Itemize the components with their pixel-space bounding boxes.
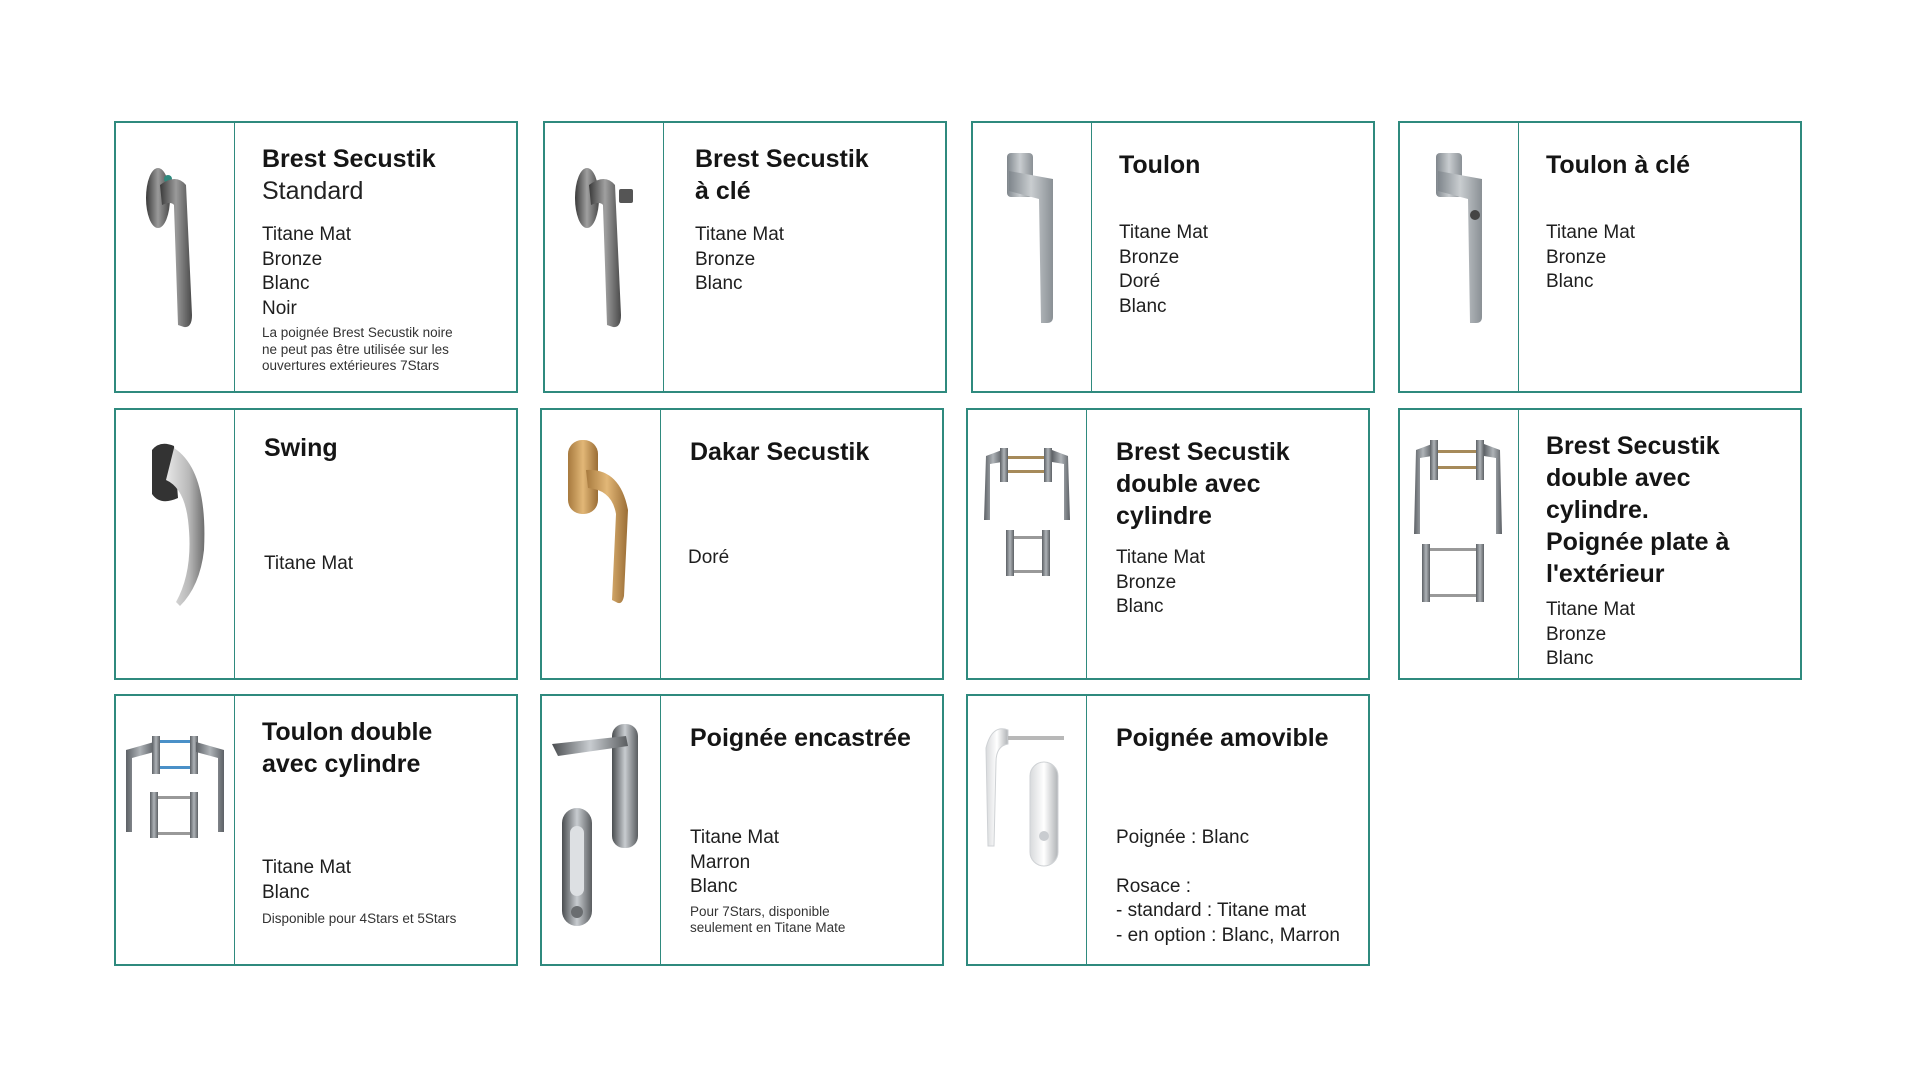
finish-item: Blanc [1116, 596, 1164, 617]
product-image-cell [973, 123, 1092, 391]
finish-list [1119, 221, 1365, 319]
product-card-brest-secustik-a-cle [543, 121, 947, 393]
product-title-line: Brest Secustik [1546, 432, 1720, 460]
product-title-line: Toulon double [262, 718, 433, 746]
spacer [1116, 851, 1360, 875]
finish-item: Blanc [695, 273, 743, 294]
finish-item: Bronze [1546, 623, 1607, 645]
removable-handle-icon [968, 696, 1086, 964]
double-handle-icon [116, 696, 234, 964]
product-card-poignee-encastree [540, 694, 944, 966]
finish-item: Bronze [695, 248, 756, 270]
finish-item: Titane Mat [1546, 222, 1636, 243]
gold-handle-icon [542, 410, 660, 678]
product-image-cell [116, 123, 235, 391]
finish-item: Titane Mat [1546, 599, 1636, 620]
product-card-brest-secustik-standard [114, 121, 518, 393]
product-title: Dakar Secustik [690, 438, 870, 466]
product-title: Poignée encastrée [690, 724, 911, 752]
product-info [695, 143, 937, 297]
product-image-cell [542, 696, 661, 964]
double-handle-icon [968, 410, 1086, 678]
finish-item: Bronze [1119, 246, 1180, 268]
product-info [1116, 436, 1360, 620]
product-image-cell [1400, 410, 1519, 678]
finish-item: Titane Mat [690, 827, 780, 848]
finish-item: Blanc [1546, 271, 1594, 292]
finish-item: Titane Mat [262, 224, 352, 245]
product-title-line: avec cylindre [262, 750, 421, 778]
finish-item: Doré [688, 547, 730, 568]
product-info [264, 432, 508, 577]
product-card-brest-secustik-double-cylindre-plate [1398, 408, 1802, 680]
finish-item: Titane Mat [695, 224, 785, 245]
product-info [262, 143, 508, 375]
finish-list [695, 223, 937, 297]
product-note: La poignée Brest Secustik noire ne peut pas être utilisée sur les ouvertures extérieures 7Stars [262, 325, 453, 373]
product-card-toulon-a-cle [1398, 121, 1802, 393]
product-card-poignee-amovible [966, 694, 1370, 966]
finish-item: Titane Mat [1119, 222, 1209, 243]
finish-list [262, 223, 508, 321]
product-title-line: Brest Secustik [695, 145, 869, 173]
product-title: Swing [264, 434, 338, 462]
product-title: Brest Secustik [262, 145, 436, 173]
product-title-line: cylindre [1116, 502, 1212, 530]
finish-item: Titane Mat [262, 857, 352, 878]
product-title-line: Poignée plate à [1546, 528, 1730, 556]
product-title-line: à clé [695, 177, 751, 205]
finish-item: Blanc [690, 876, 738, 897]
finish-list [264, 552, 508, 577]
product-image-cell [545, 123, 664, 391]
finish-list [1116, 546, 1360, 620]
finish-item: Bronze [262, 248, 323, 270]
product-card-toulon [971, 121, 1375, 393]
window-handle-key-icon [545, 123, 663, 391]
product-info [690, 722, 934, 937]
window-handle-key-icon [1400, 123, 1518, 391]
product-info [1546, 149, 1792, 295]
finish-list [1546, 221, 1792, 295]
product-image-cell [116, 410, 235, 678]
finish-item: Blanc [1119, 295, 1167, 317]
double-handle-flat-icon [1400, 410, 1518, 678]
product-title-line: double avec cylindre. [1546, 464, 1691, 524]
product-title-line: l'extérieur [1546, 560, 1665, 588]
swing-handle-icon [116, 410, 234, 678]
product-title-line: double avec [1116, 470, 1261, 498]
product-title: Poignée amovible [1116, 724, 1329, 752]
handle-finish: Poignée : Blanc [1116, 827, 1250, 848]
product-image-cell [1400, 123, 1519, 391]
finish-item: Blanc [262, 881, 310, 903]
product-subtitle: Standard [262, 177, 364, 205]
finish-item: Noir [262, 297, 297, 319]
product-info [1119, 149, 1365, 319]
product-note: Pour 7Stars, disponible seulement en Titane Mate [690, 903, 846, 935]
product-card-swing [114, 408, 518, 680]
window-handle-icon [116, 123, 234, 391]
product-image-cell [116, 696, 235, 964]
finish-item: Bronze [1546, 246, 1607, 268]
rosace-option: - standard : Titane mat [1116, 900, 1307, 921]
rosace-label: Rosace : [1116, 875, 1191, 897]
finish-list [1546, 598, 1800, 672]
finish-item: Bronze [1116, 571, 1177, 593]
product-title-line: Brest Secustik [1116, 438, 1290, 466]
finish-item: Blanc [262, 273, 310, 294]
product-info [1546, 430, 1800, 672]
product-note: Disponible pour 4Stars et 5Stars [262, 911, 457, 926]
finish-item: Marron [690, 851, 751, 873]
product-card-toulon-double-cylindre [114, 694, 518, 966]
product-image-cell [968, 696, 1087, 964]
finish-list [690, 826, 934, 900]
finish-list [262, 856, 508, 905]
product-info [690, 436, 934, 571]
rosace-option: - en option : Blanc, Marron [1116, 924, 1340, 946]
product-info [262, 716, 508, 928]
product-info [1116, 722, 1360, 948]
product-card-brest-secustik-double-cylindre [966, 408, 1370, 680]
product-title: Toulon à clé [1546, 151, 1690, 179]
recessed-handle-icon [542, 696, 660, 964]
product-card-dakar-secustik [540, 408, 944, 680]
product-image-cell [542, 410, 661, 678]
window-handle-icon [973, 123, 1091, 391]
product-image-cell [968, 410, 1087, 678]
product-title: Toulon [1119, 151, 1201, 179]
finish-item: Blanc [1546, 648, 1594, 669]
finish-item: Doré [1119, 271, 1161, 292]
finish-item: Titane Mat [264, 553, 354, 574]
finish-item: Titane Mat [1116, 547, 1206, 568]
finish-list [690, 546, 934, 571]
